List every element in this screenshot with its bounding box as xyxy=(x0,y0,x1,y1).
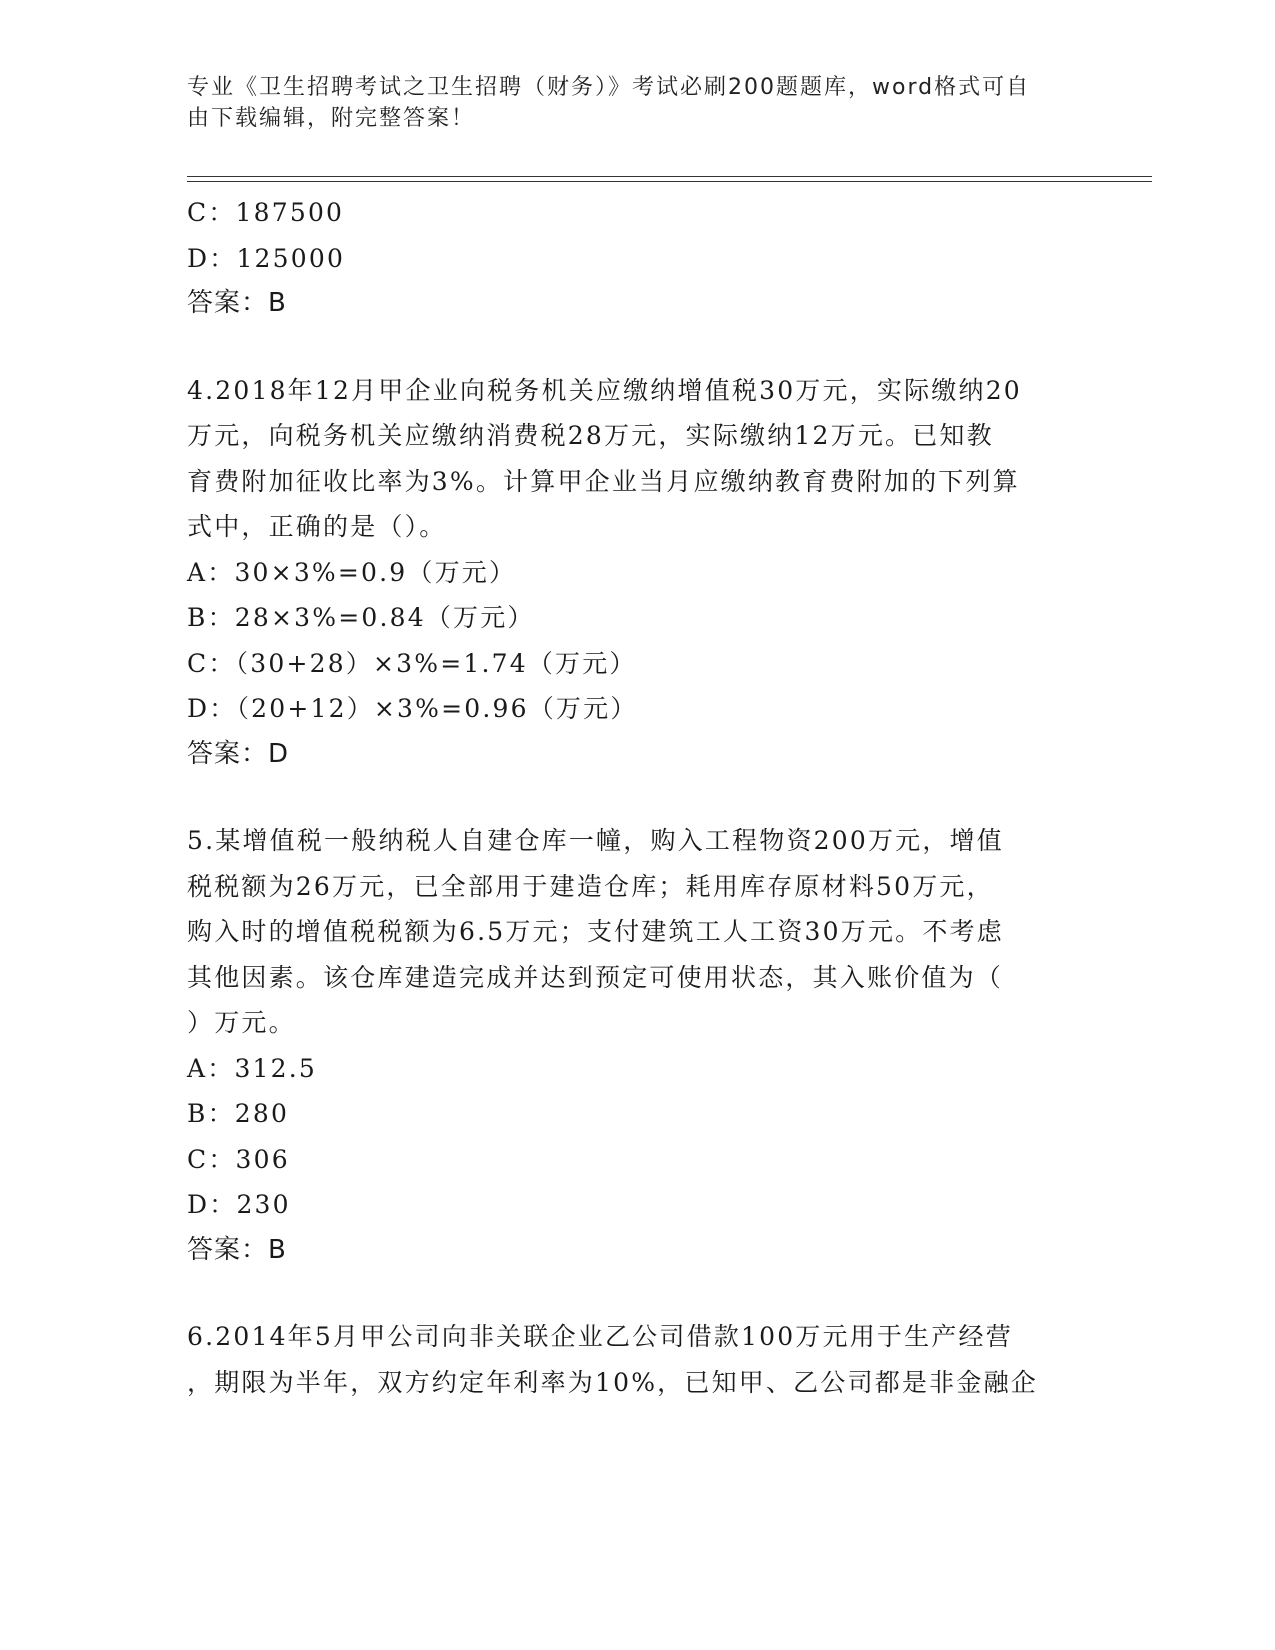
answer-line: 答案：D xyxy=(187,738,290,769)
document-header xyxy=(187,72,1067,134)
header-divider-bottom xyxy=(187,181,1152,182)
header-title-line-2: 由下载编辑，附完整答案！ xyxy=(187,106,476,131)
question-text-line: 其他因素。该仓库建造完成并达到预定可使用状态，其入账价值为（ xyxy=(187,962,1004,992)
question-4 xyxy=(187,368,1087,778)
question-spacer xyxy=(187,1273,1087,1314)
question-list xyxy=(187,190,1087,1405)
question-3-tail xyxy=(187,190,1087,327)
answer-line: 答案：B xyxy=(187,288,287,318)
question-text-line: 税税额为26万元，已全部用于建造仓库；耗用库存原材料50万元， xyxy=(187,871,994,901)
question-text-line: 4.2018年12月甲企业向税务机关应缴纳增值税30万元，实际缴纳20 xyxy=(187,375,1022,405)
question-text-line: ）万元。 xyxy=(187,1008,296,1037)
option-c: C：306 xyxy=(187,1144,290,1174)
answer-line: 答案：B xyxy=(187,1234,287,1265)
option-d: D：（20+12）×3%=0.96（万元） xyxy=(187,694,638,723)
option-a: A：30×3%=0.9（万元） xyxy=(187,557,517,587)
option-b: B：28×3%=0.84（万元） xyxy=(187,603,535,632)
question-5 xyxy=(187,818,1087,1273)
question-text-line: 购入时的增值税税额为6.5万元；支付建筑工人工资30万元。不考虑 xyxy=(187,917,1004,946)
option-d: D：125000 xyxy=(187,243,346,273)
question-text-line: 6.2014年5月甲公司向非关联企业乙公司借款100万元用于生产经营 xyxy=(187,1322,1013,1351)
option-b: B：280 xyxy=(187,1099,290,1128)
question-text-line: 式中，正确的是（）。 xyxy=(187,512,447,541)
option-c: C：（30+28）×3%=1.74（万元） xyxy=(187,648,637,678)
question-text-line: 万元，向税务机关应缴纳消费税28万元，实际缴纳12万元。已知教 xyxy=(187,421,994,450)
header-divider-top xyxy=(187,176,1152,177)
question-6 xyxy=(187,1314,1087,1405)
option-a: A：312.5 xyxy=(187,1053,318,1083)
question-text-line: ，期限为半年，双方约定年利率为10%，已知甲、乙公司都是非金融企 xyxy=(187,1367,1038,1397)
header-title-line-1: 专业《卫生招聘考试之卫生招聘（财务）》考试必刷200题题库，word格式可自 xyxy=(187,75,1031,100)
option-d: D：230 xyxy=(187,1190,291,1219)
question-text-line: 5.某增值税一般纳税人自建仓库一幢，购入工程物资200万元，增值 xyxy=(187,826,1004,855)
question-text-line: 育费附加征收比率为3%。计算甲企业当月应缴纳教育费附加的下列算 xyxy=(187,466,1020,496)
question-spacer xyxy=(187,327,1087,368)
question-spacer xyxy=(187,777,1087,818)
option-c: C：187500 xyxy=(187,198,345,227)
